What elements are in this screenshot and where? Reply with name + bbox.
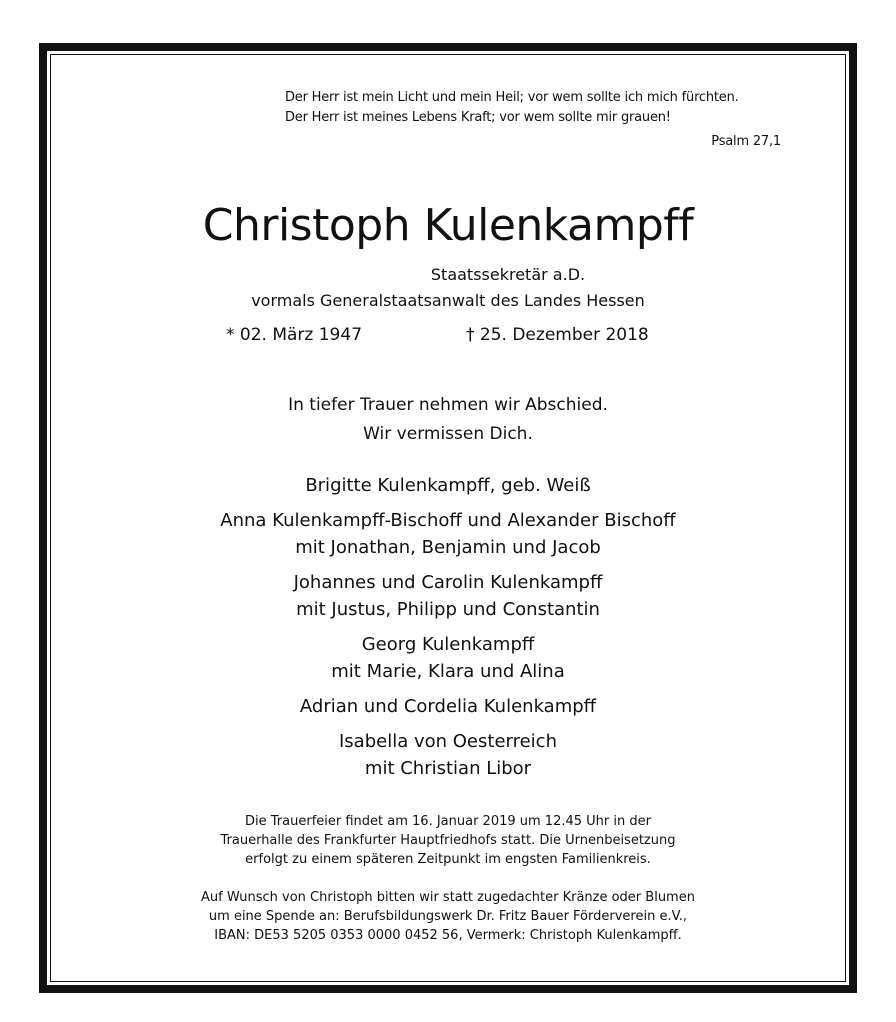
- psalm-reference: Psalm 27,1: [711, 134, 781, 149]
- family-member-2-children: mit Jonathan, Benjamin und Jacob: [295, 537, 601, 558]
- death-date: † 25. Dezember 2018: [466, 325, 649, 345]
- psalm-line-1: Der Herr ist mein Licht und mein Heil; vor wem sollte ich mich fürchten.: [285, 90, 739, 105]
- funeral-info-line-1: Die Trauerfeier findet am 16. Januar 2019 um 12.45 Uhr in der: [245, 814, 651, 829]
- miss-you-line: Wir vermissen Dich.: [363, 424, 533, 444]
- family-member-4-children: mit Marie, Klara und Alina: [331, 661, 565, 682]
- deceased-title: Staatssekretär a.D.: [430, 265, 586, 284]
- mourning-line: In tiefer Trauer nehmen wir Abschied.: [288, 395, 608, 415]
- psalm-line-2: Der Herr ist meines Lebens Kraft; vor wem sollte mir grauen!: [285, 110, 671, 125]
- family-member-5: Adrian und Cordelia Kulenkampff: [299, 696, 597, 717]
- birth-date: * 02. März 1947: [226, 325, 363, 345]
- deceased-name: Christoph Kulenkampff: [202, 200, 694, 251]
- family-member-4: Georg Kulenkampff: [361, 634, 535, 655]
- family-member-3: Johannes und Carolin Kulenkampff: [293, 572, 603, 593]
- family-member-6-partner: mit Christian Libor: [364, 758, 532, 779]
- family-member-6: Isabella von Oesterreich: [339, 731, 557, 752]
- funeral-info-line-2: Trauerhalle des Frankfurter Hauptfriedhofs statt. Die Urnenbeisetzung: [220, 833, 676, 848]
- funeral-info-line-3: erfolgt zu einem späteren Zeitpunkt im engsten Familienkreis.: [245, 852, 651, 867]
- donation-line-3: IBAN: DE53 5205 0353 0000 0452 56, Vermerk: Christoph Kulenkampff.: [214, 928, 682, 943]
- donation-line-1: Auf Wunsch von Christoph bitten wir statt zugedachter Kränze oder Blumen: [201, 890, 695, 905]
- deceased-former-title: vormals Generalstaatsanwalt des Landes Hessen: [251, 291, 645, 310]
- donation-line-2: um eine Spende an: Berufsbildungswerk Dr. Fritz Bauer Förderverein e.V.,: [208, 909, 688, 924]
- family-member-2: Anna Kulenkampff-Bischoff und Alexander Bischoff: [220, 510, 676, 531]
- family-member-1: Brigitte Kulenkampff, geb. Weiß: [305, 475, 591, 496]
- family-member-3-children: mit Justus, Philipp und Constantin: [296, 599, 600, 620]
